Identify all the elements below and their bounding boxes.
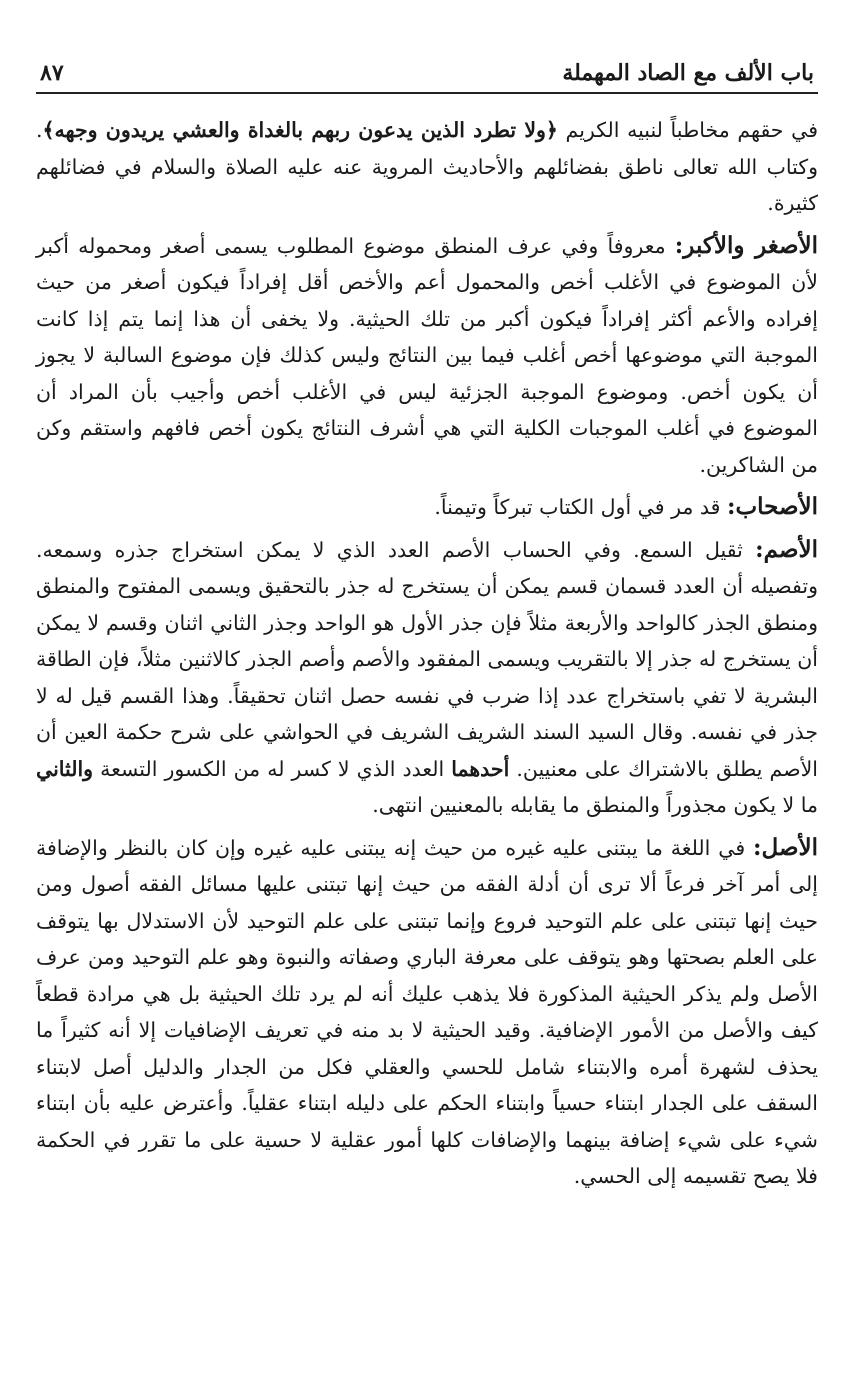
entry-term: الأصم:	[755, 535, 818, 563]
entry-asamm	[36, 532, 818, 824]
bold-term-second: والثاني	[36, 756, 94, 781]
page-number: ٨٧	[40, 60, 64, 86]
entry-text: ما لا يكون مجذوراً والمنطق ما يقابله بالمعنيين انتهى.	[372, 793, 818, 817]
running-header	[36, 52, 818, 94]
paragraph-text: . وكتاب الله تعالى ناطق بفضائلهم والأحاديث المروية عنه عليه الصلاة والسلام في فضائلهم كثيرة.	[36, 118, 818, 215]
entry-text: معروفاً وفي عرف المنطق موضوع المطلوب يسمى أصغر ومحموله أكبر لأن الموضوع في الأغلب أخص والمحمول أعم والأخص أقل إفراداً فيكون أصغر من حيث إفراده والأعم أكثر إفراداً فيكون أكبر من تلك الحيثية. ولا يخفى أن هذا إنما يتم إذا كانت الموجبة التي موضوعها أخص أغلب فيما بين النتائج وليس كذلك فإن موضوع السالبة لا يجوز أن يكون أخص. وموضوع الموجبة الجزئية ليس في الأغلب أخص وأجيب بأن المراد أن الموضوع في أغلب الموجبات الكلية التي هي أشرف النتائج يكون أخص فافهم واستقم وكن من الشاكرين.	[36, 233, 818, 477]
entry-asghar-akbar	[36, 228, 818, 484]
entry-term: الأصغر والأكبر:	[674, 231, 819, 259]
entry-text: قد مر في أول الكتاب تبركاً وتيمناً.	[434, 495, 727, 519]
page	[36, 52, 818, 1201]
paragraph-text: في حقهم مخاطباً لنبيه الكريم	[557, 118, 818, 142]
entry-text: العدد الذي لا كسر له من الكسور التسعة	[93, 756, 452, 781]
entry-term: الأصحاب:	[726, 493, 818, 520]
entry-asl	[36, 830, 818, 1195]
running-title: باب الألف مع الصاد المهملة	[562, 60, 814, 86]
quran-quote: ﴿ولا تطرد الذين يدعون ربهم بالغداة والعشي يريدون وجهه﴾	[42, 118, 558, 142]
entry-text: ثقيل السمع. وفي الحساب الأصم العدد الذي لا يمكن استخراج جذره وسمعه. وتفصيله أن العدد قسمان قسم يمكن أن يستخرج له جذر بالتحقيق ويسمى المفتوح والمنطق ومنطق الجذر كالواحد والأربعة مثلاً فإن جذر الأول هو الواحد وجذر الثاني اثنان وقسم لا يمكن أن يستخرج له جذر إلا بالتقريب ويسمى المفقود والأصم وأصم الجذر كالاثنين مثلاً، فإن الطاقة البشرية لا تفي باستخراج عدد إذا ضرب في نفسه حصل اثنان تحقيقاً. وهذا القسم قيل له لا جذر في نفسه. وقال السيد السند الشريف الشريف في الحواشي على شرح حكمة العين أن الأصم يطلق بالاشتراك على معنيين.	[36, 537, 818, 781]
body-text	[36, 112, 818, 1195]
entry-term: الأصل:	[753, 833, 818, 861]
paragraph-continuation	[36, 112, 818, 222]
entry-text: في اللغة ما يبتنى عليه غيره من حيث إنه يبتنى عليه غيره وإن كان بالنظر والإضافة إلى أمر آخر فرعاً ألا ترى أن أدلة الفقه من حيث إنها تبتنى عليها مسائل الفقه أصول ومن حيث إنها تبتنى على علم التوحيد فروع وإنما تبتنى على علم التوحيد لأن الاستدلال بها يتوقف على العلم بصحتها وهو يتوقف على معرفة الباري وصفاته والنبوة وهو علم التوحيد ومن عرف الأصل ولم يذكر الحيثية المذكورة فلا يذهب عليك أنه لم يرد تلك الحيثية بل هي مرادة قطعاً كيف والأصل من الأمور الإضافية. وقيد الحيثية لا بد منه في تعريف الإضافيات إلا أنه كثيراً ما يحذف لشهرة أمره والابتناء شامل للحسي والعقلي فكل من الجدار والدليل أصل لابتناء السقف على الجدار ابتناء حسياً وابتناء الحكم على دليله ابتناء عقلياً. وأعترض عليه بأن ابتناء شيء على شيء إضافة بينهما والإضافات كلها أمور عقلية لا حسية على ما تقرر في الحكمة فلا يصح تقسيمه إلى الحسي.	[36, 835, 819, 1188]
entry-ashab	[36, 489, 818, 526]
bold-term-first: أحدهما	[451, 756, 510, 781]
